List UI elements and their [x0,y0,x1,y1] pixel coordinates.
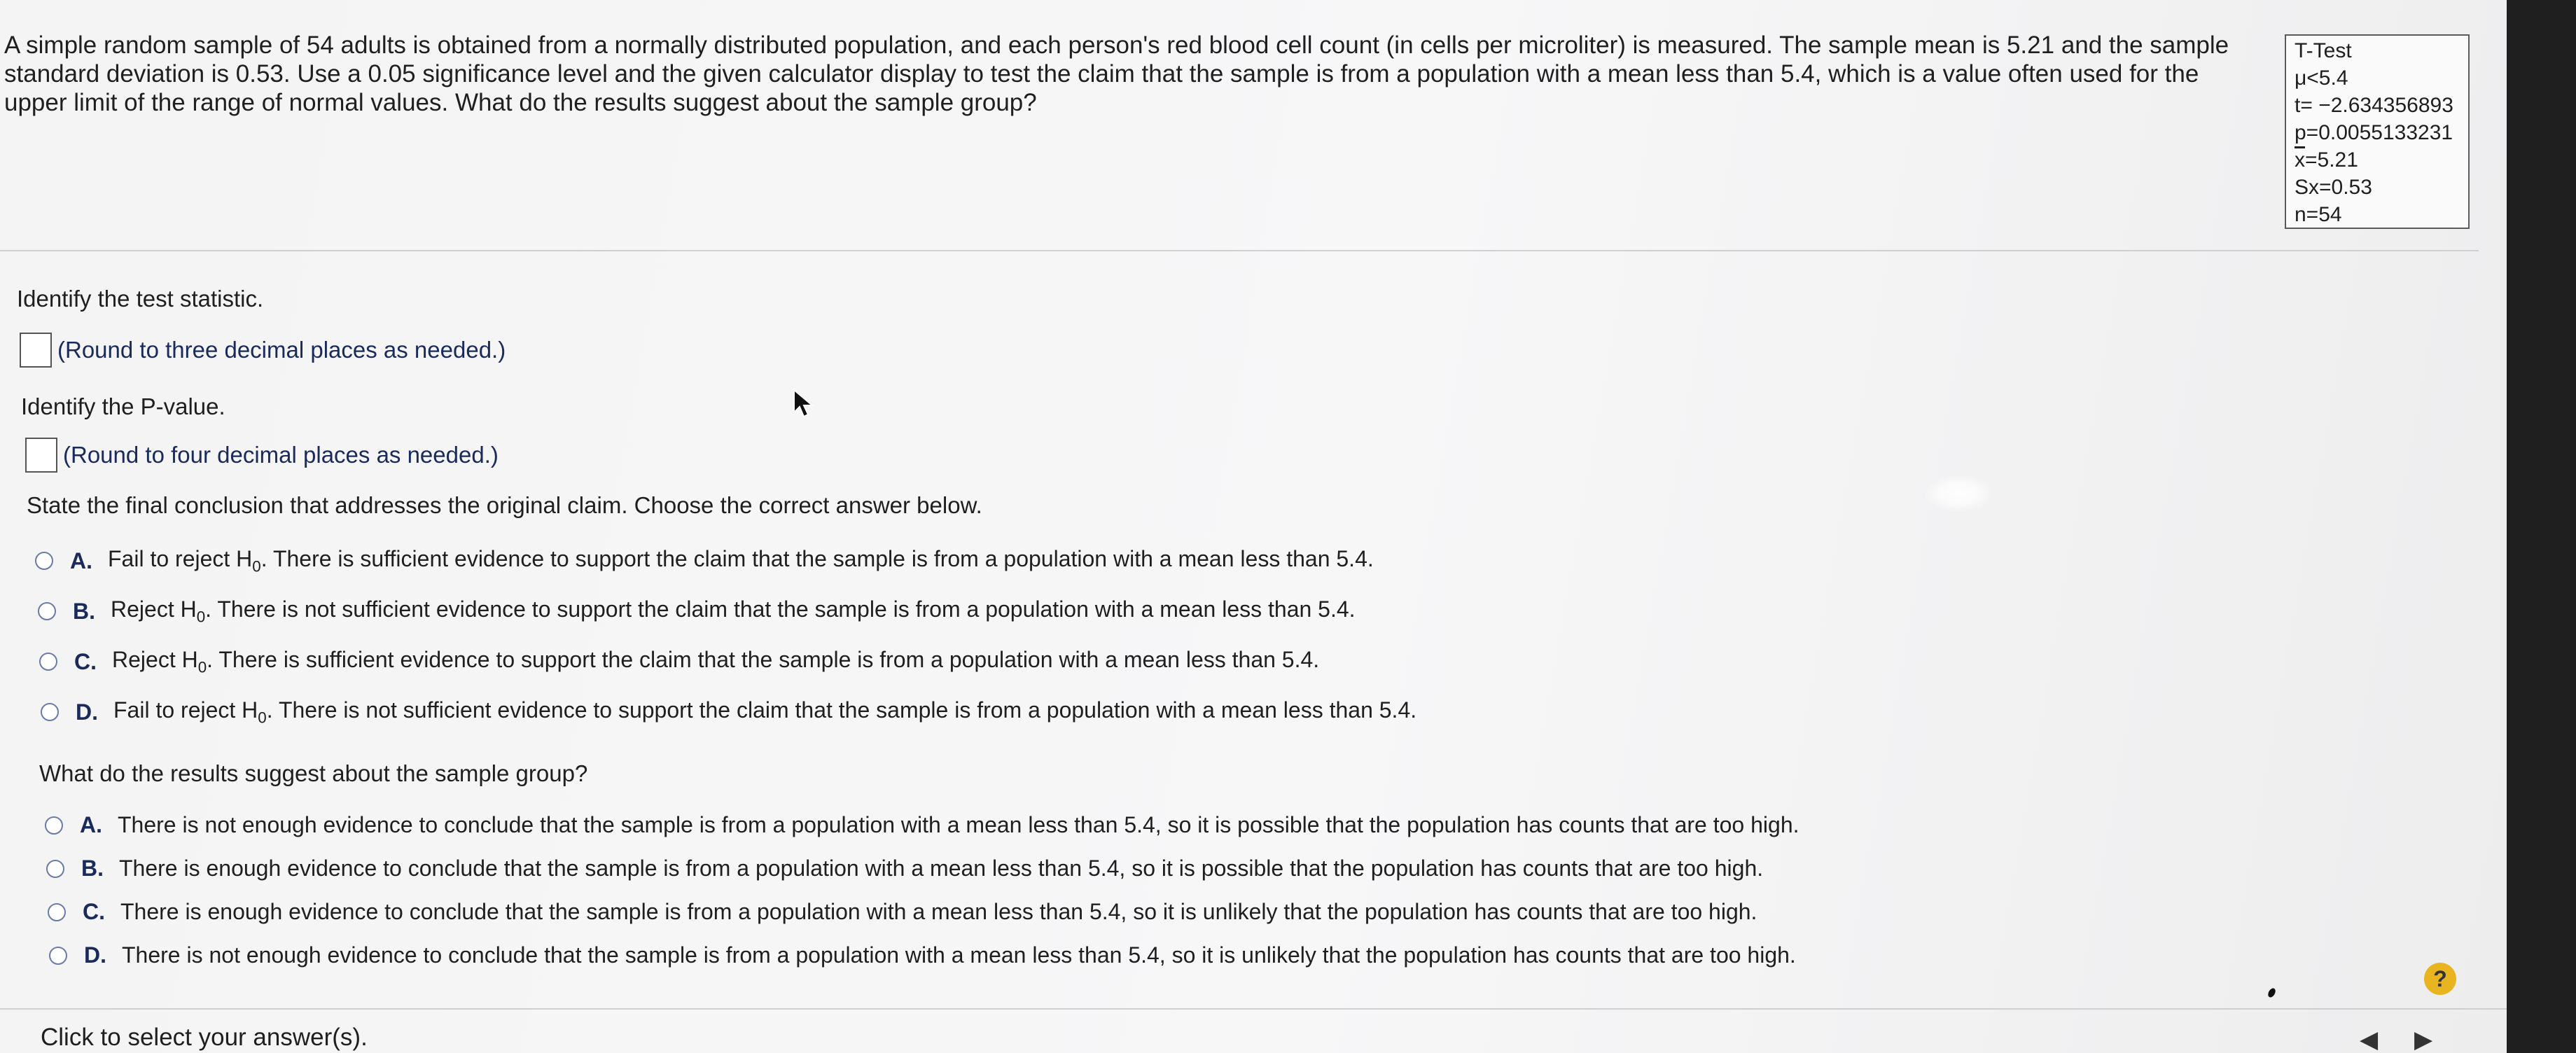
radio-button[interactable] [45,816,63,835]
question-text: A simple random sample of 54 adults is obtained from a normally distributed population, and each person's red blood cell count (in cells per microliter) is measured. The sample mean is 5.21 and the sample standard deviation is 0.53. Use a 0.05 significance level and the given calculator display to test the claim that the sample is from a population with a mean less than 5.4, which is a value often used for the upper limit of the range of normal values. What do the results suggest about the sample group? [4,32,2229,116]
ttest-mu: μ<5.4 [2295,67,2348,90]
radio-button[interactable] [49,947,67,965]
conclusion-prompt: State the final conclusion that addresses the original claim. Choose the correct answer below. [27,492,982,518]
radio-button[interactable] [35,552,53,570]
chevron-right-icon[interactable]: ▶ [2414,1026,2433,1053]
conclusion-option-a[interactable]: A. Fail to reject $H_0$. There is sufficient evidence to support the claim that the sample is from a population with a mean less than 5.4. [35,546,1374,576]
ttest-sx: Sx=0.53 [2295,176,2372,199]
p-value-answer-row [25,438,499,473]
suggestion-option-b[interactable]: B. There is enough evidence to conclude that the sample is from a population with a mean less than 5.4, so it is possible that the population has counts that are too high. [46,856,1763,881]
screen-glare [1926,476,1992,511]
p-value-input[interactable] [25,438,57,473]
chevron-left-icon[interactable]: ◀ [2360,1026,2379,1053]
ttest-t: t= −2.634356893 [2295,94,2453,117]
monitor-bezel [2507,0,2576,1053]
suggestion-option-d[interactable]: D. There is not enough evidence to conclude that the sample is from a population with a mean less than 5.4, so it is unlikely that the population has counts that are too high. [49,942,1796,968]
calculator-display [2285,34,2470,229]
suggestion-option-a[interactable]: A. There is not enough evidence to conclude that the sample is from a population with a mean less than 5.4, so it is possible that the population has counts that are too high. [45,812,1799,838]
radio-button[interactable] [39,653,57,671]
test-statistic-input[interactable] [20,333,52,368]
p-value-prompt: Identify the P-value. [21,393,225,419]
radio-button[interactable] [38,602,56,620]
conclusion-option-b[interactable]: B. Reject $H_0$. There is not sufficient evidence to support the claim that the sample is from a population with a mean less than 5.4. [38,597,1356,626]
xbar-value: =5.21 [2305,148,2358,172]
ttest-n: n=54 [2295,203,2342,226]
arrow-cursor-icon [793,389,816,419]
xbar-symbol: $\overline{x}$ [2295,148,2305,172]
ttest-title: T-Test [2295,39,2352,62]
conclusion-option-d[interactable]: D. Fail to reject $H_0$. There is not sufficient evidence to support the claim that the sample is from a population with a mean less than 5.4. [41,697,1416,727]
radio-button[interactable] [41,703,59,721]
radio-button[interactable] [48,903,66,921]
ttest-p: p=0.0055133231 [2295,121,2453,144]
suggestion-prompt: What do the results suggest about the sample group? [39,760,588,786]
bottom-bar [0,1008,2507,1053]
suggestion-option-c[interactable]: C. There is enough evidence to conclude that the sample is from a population with a mean less than 5.4, so it is unlikely that the population has counts that are too high. [48,899,1757,925]
radio-button[interactable] [46,860,64,878]
test-statistic-answer-row [20,333,506,368]
section-divider [0,250,2479,251]
help-icon[interactable]: ? [2424,963,2456,995]
ttest-xbar [2295,146,2468,174]
screen-speck [2267,987,2277,999]
conclusion-option-c[interactable]: C. Reject $H_0$. There is sufficient evidence to support the claim that the sample is from a population with a mean less than 5.4. [39,647,1319,676]
test-statistic-prompt: Identify the test statistic. [17,286,264,312]
p-value-hint: (Round to four decimal places as needed.) [63,442,499,468]
test-statistic-hint: (Round to three decimal places as needed.) [57,337,506,363]
footer-instruction: Click to select your answer(s). [41,1024,368,1051]
